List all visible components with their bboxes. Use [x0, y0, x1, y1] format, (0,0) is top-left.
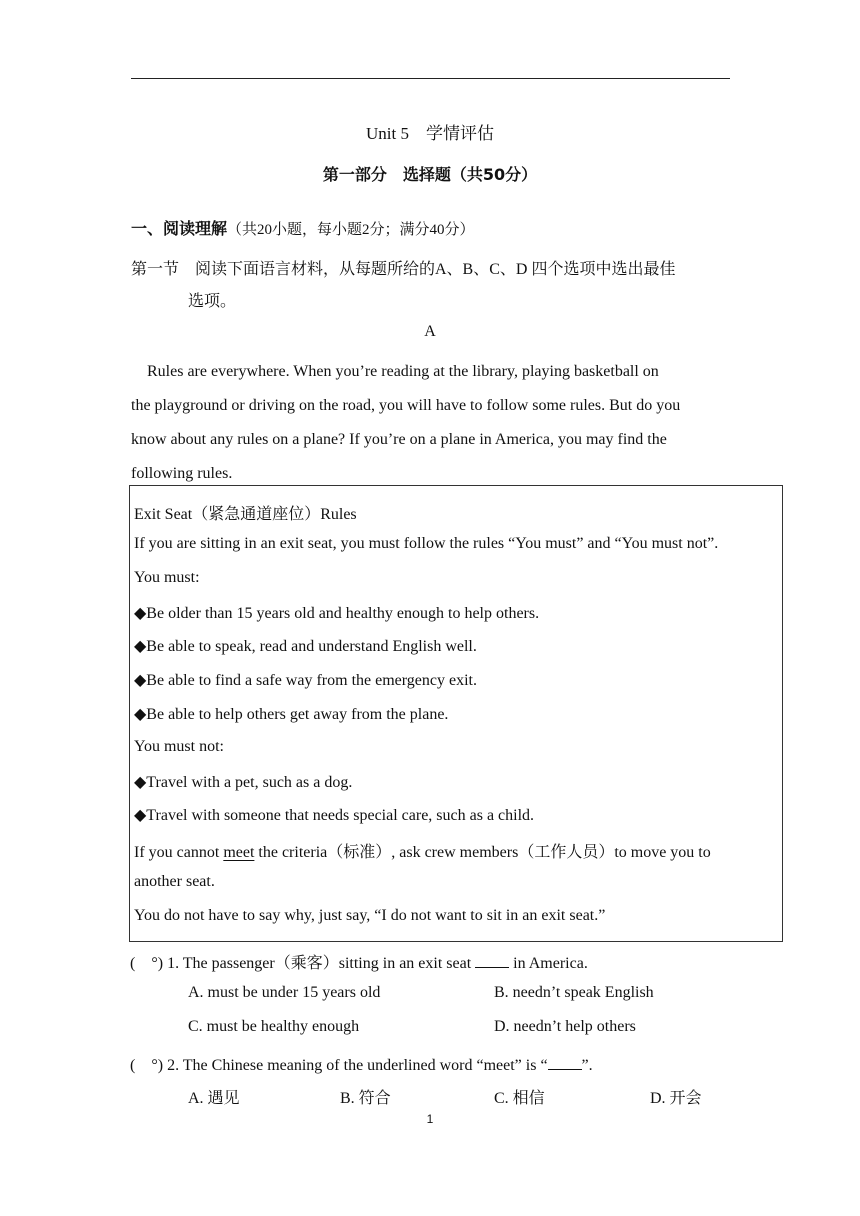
question-1 — [130, 950, 588, 973]
criteria-line — [134, 839, 711, 862]
passage-intro — [131, 355, 732, 491]
passage-line: following rules. — [131, 465, 233, 482]
criteria-text: If you cannot — [134, 844, 224, 861]
option-d[interactable]: D. 开会 — [650, 1090, 702, 1107]
answer-paren[interactable]: ( °) — [130, 1057, 164, 1074]
instruction-line-1: 第一节 阅读下面语言材料，从每题所给的A、B、C、D 四个选项中选出最佳 — [131, 261, 676, 278]
page-number: 1 — [426, 1112, 434, 1126]
passage-line: the playground or driving on the road, you will have to follow some rules. But do you — [131, 397, 681, 414]
section-heading-label: 一、阅读理解 — [131, 219, 228, 238]
question-stem: 2. The Chinese meaning of the underlined word “meet” is “ — [167, 1057, 548, 1074]
question-2 — [130, 1052, 593, 1075]
question-stem: in America. — [509, 955, 588, 972]
section-heading-note: （共20小题，每小题2分；满分40分） — [227, 222, 475, 238]
option-b[interactable]: B. needn’t speak English — [494, 984, 654, 1001]
must-not-item: ◆Travel with a pet, such as a dog. — [134, 774, 353, 791]
question-stem: ”. — [581, 1057, 593, 1074]
passage-line: know about any rules on a plane? If you’re on a plane in America, you may find the — [131, 431, 667, 448]
option-a[interactable]: A. 遇见 — [188, 1090, 240, 1107]
answer-blank — [475, 955, 509, 968]
must-item: ◆Be able to speak, read and understand English well. — [134, 638, 477, 655]
option-b[interactable]: B. 符合 — [340, 1090, 391, 1107]
instruction-line-2: 选项。 — [188, 293, 237, 310]
must-item: ◆Be able to find a safe way from the emergency exit. — [134, 672, 477, 689]
underlined-word-meet: meet — [223, 844, 255, 861]
option-c[interactable]: C. must be healthy enough — [188, 1018, 360, 1035]
page-title: Unit 5 学情评估 — [366, 124, 494, 143]
passage-line: Rules are everywhere. When you’re reading at the library, playing basketball on — [131, 363, 659, 380]
option-d[interactable]: D. needn’t help others — [494, 1018, 636, 1035]
rules-closing: You do not have to say why, just say, “I do not want to sit in an exit seat.” — [134, 907, 606, 924]
option-c[interactable]: C. 相信 — [494, 1090, 545, 1107]
answer-paren[interactable]: ( °) — [130, 955, 164, 972]
part-title: 第一部分 选择题（共50分） — [322, 165, 538, 184]
must-item: ◆Be able to help others get away from the plane. — [134, 706, 449, 723]
passage-letter: A — [424, 323, 436, 340]
question-stem: 1. The passenger（乘客）sitting in an exit seat — [167, 955, 476, 972]
must-not-item: ◆Travel with someone that needs special care, such as a child. — [134, 807, 535, 824]
answer-blank — [548, 1057, 582, 1070]
must-label: You must: — [134, 569, 200, 586]
rules-title: Exit Seat（紧急通道座位）Rules — [134, 506, 357, 523]
option-a[interactable]: A. must be under 15 years old — [188, 984, 381, 1001]
header-rule — [131, 78, 730, 79]
must-item: ◆Be older than 15 years old and healthy enough to help others. — [134, 605, 540, 622]
criteria-line-2: another seat. — [134, 873, 215, 890]
rules-intro: If you are sitting in an exit seat, you must follow the rules “You must” and “You must not”. — [134, 535, 719, 552]
must-not-label: You must not: — [134, 738, 224, 755]
criteria-text: the criteria（标准）, ask crew members（工作人员）to move you to — [254, 844, 711, 861]
section-heading — [131, 216, 475, 239]
